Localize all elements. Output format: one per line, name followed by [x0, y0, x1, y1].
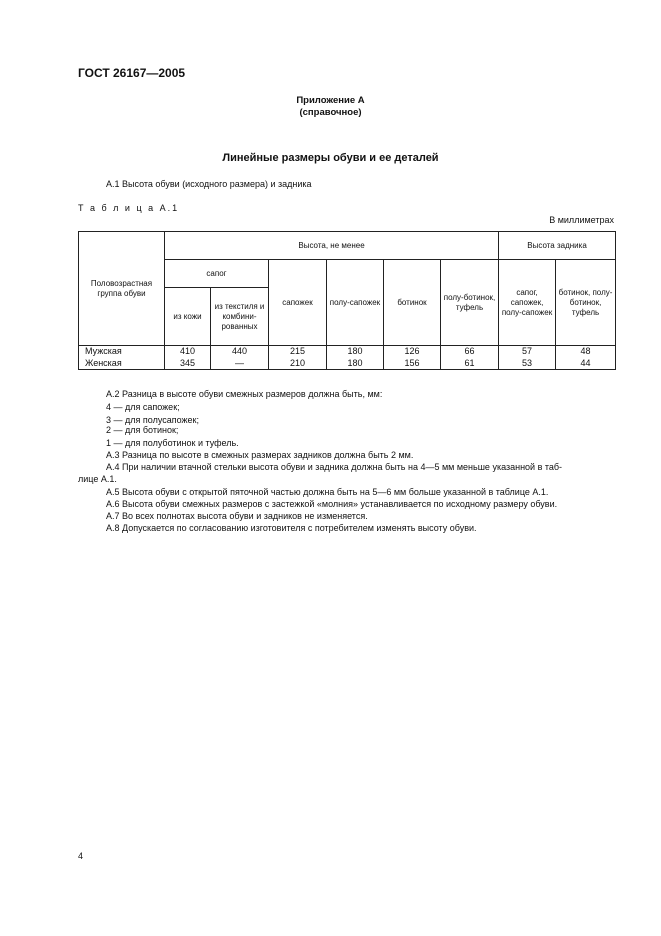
paragraph-a4-cont: лице А.1.: [78, 474, 117, 484]
paragraph-a3: А.3 Разница по высоте в смежных размерах задников должна быть 2 мм.: [106, 450, 414, 460]
header-polubotinok: полу-ботинок, туфель: [441, 260, 499, 346]
table-caption: Т а б л и ц а А.1: [78, 203, 180, 213]
paragraph-a4: А.4 При наличии втачной стельки высота обуви и задника должна быть на 4—5 мм меньше указанной в таб-: [106, 462, 563, 472]
document-header: ГОСТ 26167—2005: [78, 66, 186, 80]
header-heel-shoes: ботинок, полу-ботинок, туфель: [556, 260, 616, 346]
appendix-title: Приложение А: [296, 95, 365, 106]
paragraph-a6: А.6 Высота обуви смежных размеров с застежкой «молния» устанавливается по исходному размеру обуви.: [106, 499, 558, 509]
paragraph-a5: А.5 Высота обуви с открытой пяточной частью должна быть на 5—6 мм больше указанной в таблице А.1.: [106, 487, 549, 497]
header-sapozhek: сапожек: [269, 260, 327, 346]
list-item: 1 — для полуботинок и туфель.: [106, 438, 239, 448]
header-heel-boots: сапог, сапожек, полу-сапожек: [499, 260, 556, 346]
header-polusapozhek: полу-сапожек: [327, 260, 384, 346]
header-heel-height: Высота задника: [499, 232, 616, 260]
list-item: 4 — для сапожек;: [106, 402, 180, 412]
paragraph-a1: А.1 Высота обуви (исходного размера) и задника: [106, 179, 312, 189]
header-botinok: ботинок: [384, 260, 441, 346]
list-item: 2 — для ботинок;: [106, 425, 179, 435]
header-height-min: Высота, не менее: [165, 232, 499, 260]
header-leather: из кожи: [165, 288, 211, 346]
paragraph-a7: А.7 Во всех полнотах высота обуви и задников не изменяется.: [106, 511, 368, 521]
paragraph-a8: А.8 Допускается по согласованию изготовителя с потребителем изменять высоту обуви.: [106, 523, 477, 533]
units-note: В миллиметрах: [549, 215, 614, 225]
header-textile: из текстиля и комбини-рованных: [211, 288, 269, 346]
table-row: Женская 345 — 210 180 156 61 53 44: [79, 358, 616, 370]
table-row: Мужская 410 440 215 180 126 66 57 48: [79, 346, 616, 358]
paragraph-a2: А.2 Разница в высоте обуви смежных размеров должна быть, мм:: [106, 389, 383, 399]
appendix-subtitle: (справочное): [299, 107, 362, 118]
page-number: 4: [78, 851, 84, 861]
section-title: Линейные размеры обуви и ее деталей: [222, 152, 439, 164]
header-boots: сапог: [165, 260, 269, 288]
table-a1: [78, 231, 616, 370]
list-item: 3 — для полусапожек;: [106, 415, 199, 425]
header-group: Половозрастная группа обуви: [79, 232, 165, 346]
